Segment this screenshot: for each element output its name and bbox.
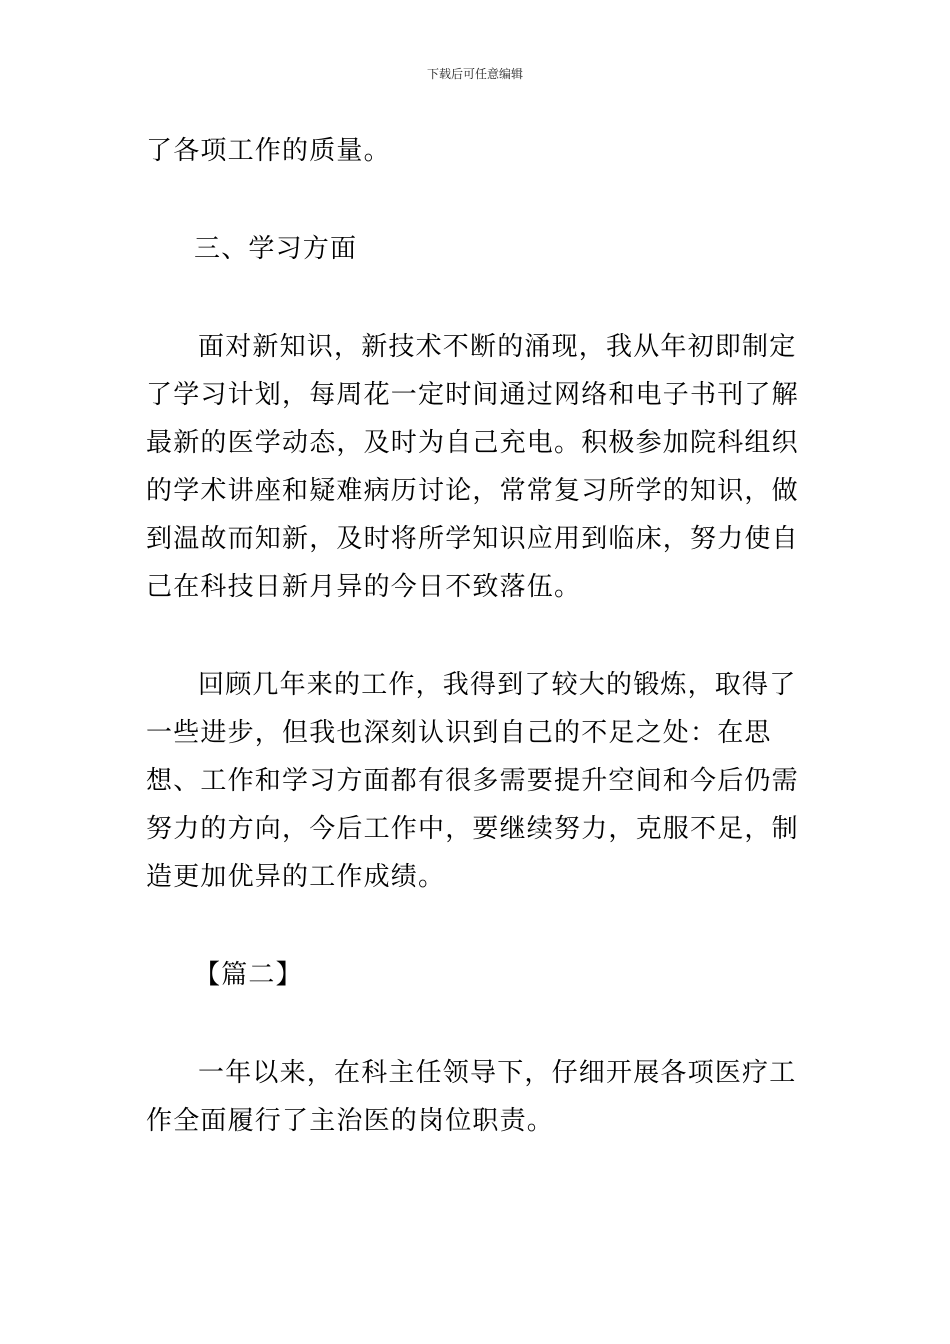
section-heading-study: 三、学习方面 — [194, 234, 358, 264]
paragraph-review: 回顾几年来的工作，我得到了较大的锻炼，取得了一些进步，但我也深刻认识到自己的不足之处：在思想、工作和学习方面都有很多需要提升空间和今后仍需努力的方向，今后工作中，要继续努力，克服不足，制造更加优异的工作成绩。 — [146, 670, 799, 892]
page-header: 下载后可任意编辑 — [426, 67, 523, 81]
document-body — [146, 127, 810, 1145]
section-title-part2: 【篇二】 — [194, 960, 303, 990]
paragraph-year-summary: 一年以来，在科主任领导下，仔细开展各项医疗工作全面履行了主治医的岗位职责。 — [146, 1058, 797, 1136]
paragraph-study: 面对新知识，新技术不断的涌现，我从年初即制定了学习计划，每周花一定时间通过网络和电子书刊了解最新的医学动态，及时为自己充电。积极参加院科组织的学术讲座和疑难病历讨论，常常复习所学的知识，做到温故而知新，及时将所学知识应用到临床，努力使自己在科技日新月异的今日不致落伍。 — [146, 332, 799, 602]
paragraph-continuation: 了各项工作的质量。 — [146, 136, 391, 166]
